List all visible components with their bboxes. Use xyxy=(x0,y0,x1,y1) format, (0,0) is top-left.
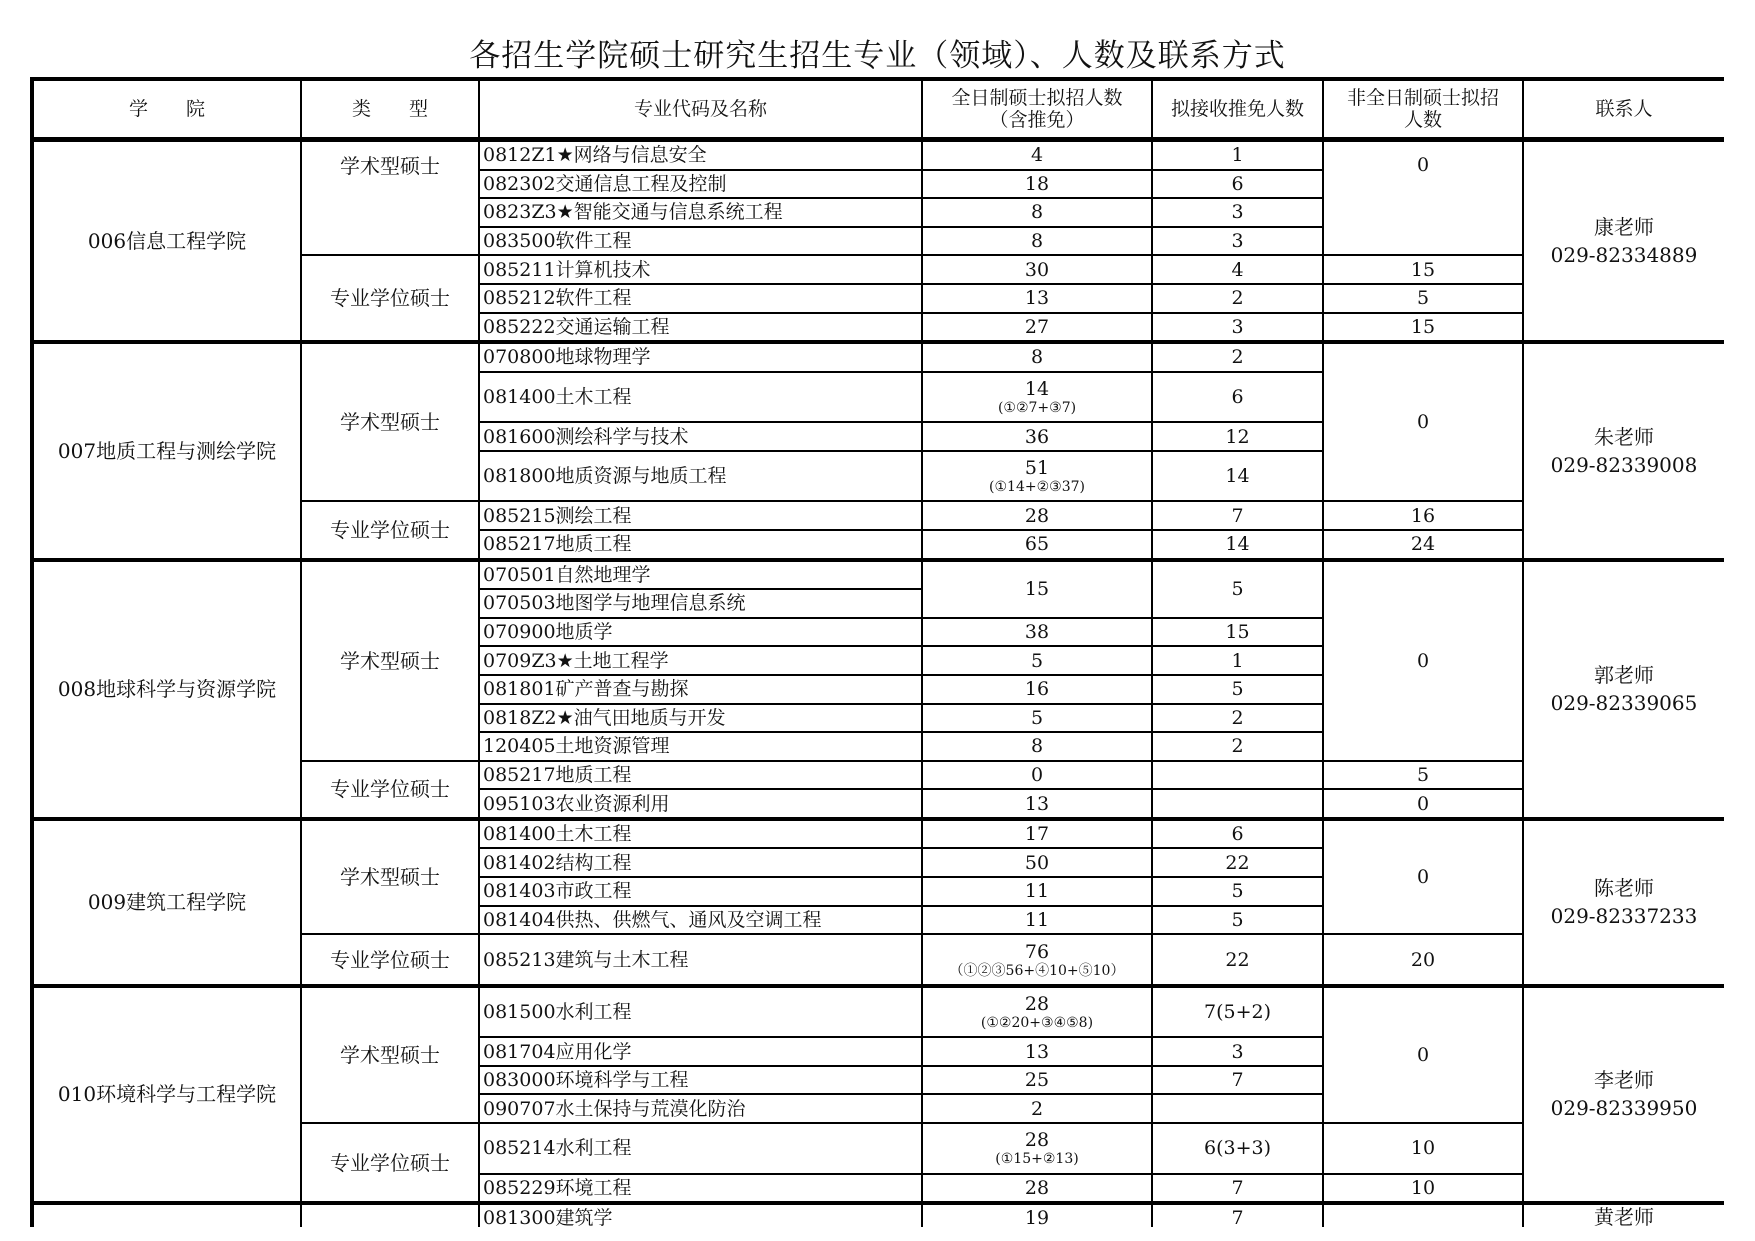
fulltime-cell: 5 xyxy=(922,704,1152,733)
recommended-cell: 6 xyxy=(1152,819,1323,849)
major-cell: 081400土木工程 xyxy=(479,819,922,849)
contact-phone: 029-82339950 xyxy=(1550,1096,1698,1121)
fulltime-cell: 50 xyxy=(922,848,1152,877)
major-cell: 085222交通运输工程 xyxy=(479,313,922,343)
contact-cell xyxy=(1523,140,1724,343)
recommended-cell: 3 xyxy=(1152,313,1323,343)
contact-phone: 029-82337233 xyxy=(1550,904,1698,929)
type-professional: 专业学位硕士 xyxy=(301,501,479,559)
recommended-cell: 5 xyxy=(1152,560,1323,618)
fulltime-cell xyxy=(922,1123,1152,1174)
fulltime-cell: 2 xyxy=(922,1094,1152,1123)
contact-name: 陈老师 xyxy=(1594,876,1654,901)
fulltime-cell: 8 xyxy=(922,732,1152,761)
fulltime-cell xyxy=(922,372,1152,423)
recommended-cell: 5 xyxy=(1152,877,1323,906)
fulltime-cell: 16 xyxy=(922,675,1152,704)
header-college: 学 院 xyxy=(32,79,301,140)
fulltime-cell xyxy=(922,986,1152,1038)
recommended-cell: 2 xyxy=(1152,284,1323,313)
major-cell: 081404供热、供燃气、通风及空调工程 xyxy=(479,906,922,935)
fulltime-cell: 19 xyxy=(922,1203,1152,1227)
major-cell: 085211计算机技术 xyxy=(479,255,922,284)
fulltime-cell: 38 xyxy=(922,618,1152,647)
fulltime-cell: 13 xyxy=(922,789,1152,819)
parttime-cell: 0 xyxy=(1323,140,1523,256)
recommended-cell: 3 xyxy=(1152,1037,1323,1066)
major-cell: 0812Z1★网络与信息安全 xyxy=(479,140,922,170)
recommended-cell: 7 xyxy=(1152,1174,1323,1204)
contact-phone: 029-82339008 xyxy=(1550,452,1698,477)
header-major: 专业代码及名称 xyxy=(479,79,922,140)
fulltime-cell xyxy=(922,451,1152,502)
contact-phone: 029-82334889 xyxy=(1550,243,1698,268)
fulltime-value: 51 xyxy=(1024,457,1050,480)
header-parttime-line2: 人数 xyxy=(1403,109,1442,131)
recommended-cell: 22 xyxy=(1152,848,1323,877)
major-cell: 0709Z3★土地工程学 xyxy=(479,646,922,675)
fulltime-value: 28 xyxy=(1024,993,1050,1015)
fulltime-cell: 11 xyxy=(922,906,1152,935)
parttime-cell: 24 xyxy=(1323,530,1523,560)
fulltime-note: (①14+②③37) xyxy=(989,479,1085,496)
type-professional: 专业学位硕士 xyxy=(301,1123,479,1203)
fulltime-note: (①15+②13) xyxy=(995,1151,1079,1168)
contact-cell xyxy=(1523,342,1724,559)
major-cell: 085214水利工程 xyxy=(479,1123,922,1174)
contact-cell xyxy=(1523,560,1724,819)
recommended-cell: 12 xyxy=(1152,422,1323,451)
major-cell: 081403市政工程 xyxy=(479,877,922,906)
contact-name: 康老师 xyxy=(1594,215,1654,240)
parttime-cell: 0 xyxy=(1323,342,1523,501)
parttime-cell: 5 xyxy=(1323,761,1523,790)
fulltime-cell xyxy=(922,934,1152,986)
type-academic: 学术型硕士 xyxy=(301,140,479,256)
contact-name: 朱老师 xyxy=(1594,424,1654,449)
major-cell: 120405土地资源管理 xyxy=(479,732,922,761)
major-cell: 085215测绘工程 xyxy=(479,501,922,530)
recommended-cell: 2 xyxy=(1152,732,1323,761)
college-name: 010环境科学与工程学院 xyxy=(32,986,301,1203)
recommended-cell: 3 xyxy=(1152,227,1323,256)
fulltime-cell: 5 xyxy=(922,646,1152,675)
table-row xyxy=(32,819,1724,849)
fulltime-cell: 28 xyxy=(922,1174,1152,1204)
major-cell: 070800地球物理学 xyxy=(479,342,922,372)
major-cell: 085212软件工程 xyxy=(479,284,922,313)
table-row xyxy=(32,986,1724,1038)
recommended-cell: 7(5+2) xyxy=(1152,986,1323,1038)
recommended-cell: 2 xyxy=(1152,704,1323,733)
fulltime-cell: 15 xyxy=(922,560,1152,618)
parttime-cell: 0 xyxy=(1323,986,1523,1123)
major-cell: 095103农业资源利用 xyxy=(479,789,922,819)
type-academic: 学术型硕士 xyxy=(301,342,479,501)
page-title: 各招生学院硕士研究生招生专业（领域）、人数及联系方式 xyxy=(469,38,1286,74)
college-name xyxy=(32,1203,301,1227)
major-cell: 082302交通信息工程及控制 xyxy=(479,170,922,199)
parttime-cell: 10 xyxy=(1323,1123,1523,1174)
major-cell: 085213建筑与土木工程 xyxy=(479,934,922,986)
parttime-cell: 20 xyxy=(1323,934,1523,986)
fulltime-cell: 30 xyxy=(922,255,1152,284)
major-cell: 070501自然地理学 xyxy=(479,560,922,590)
header-type: 类 型 xyxy=(301,79,479,140)
recommended-cell: 15 xyxy=(1152,618,1323,647)
major-cell: 081801矿产普查与勘探 xyxy=(479,675,922,704)
contact-name: 李老师 xyxy=(1594,1068,1654,1093)
type-professional: 专业学位硕士 xyxy=(301,934,479,986)
major-cell: 083000环境科学与工程 xyxy=(479,1066,922,1095)
major-cell: 083500软件工程 xyxy=(479,227,922,256)
table-row xyxy=(32,342,1724,372)
college-name: 009建筑工程学院 xyxy=(32,819,301,986)
parttime-cell xyxy=(1323,1203,1523,1227)
recommended-cell: 7 xyxy=(1152,501,1323,530)
parttime-cell: 15 xyxy=(1323,255,1523,284)
table-row xyxy=(32,140,1724,170)
major-cell: 085217地质工程 xyxy=(479,530,922,560)
fulltime-cell: 36 xyxy=(922,422,1152,451)
fulltime-cell: 28 xyxy=(922,501,1152,530)
recommended-cell: 7 xyxy=(1152,1066,1323,1095)
header-contact: 联系人 xyxy=(1523,79,1724,140)
recommended-cell: 1 xyxy=(1152,646,1323,675)
fulltime-value: 76 xyxy=(1024,940,1050,963)
major-cell: 081300建筑学 xyxy=(479,1203,922,1227)
type-academic: 学术型硕士 xyxy=(301,560,479,761)
major-cell: 081800地质资源与地质工程 xyxy=(479,451,922,502)
header-recommended: 拟接收推免人数 xyxy=(1152,79,1323,140)
recommended-cell: 14 xyxy=(1152,530,1323,560)
major-cell: 085217地质工程 xyxy=(479,761,922,790)
header-fulltime-line1: 全日制硕士拟招人数 xyxy=(951,87,1123,109)
recommended-cell: 5 xyxy=(1152,906,1323,935)
fulltime-cell: 65 xyxy=(922,530,1152,560)
fulltime-cell: 8 xyxy=(922,342,1152,372)
parttime-cell: 0 xyxy=(1323,789,1523,819)
type-professional: 专业学位硕士 xyxy=(301,255,479,342)
fulltime-value: 28 xyxy=(1024,1129,1050,1152)
major-cell: 070900地质学 xyxy=(479,618,922,647)
major-cell: 0823Z3★智能交通与信息系统工程 xyxy=(479,198,922,227)
enrollment-table xyxy=(30,77,1724,1227)
fulltime-cell: 11 xyxy=(922,877,1152,906)
fulltime-value: 14 xyxy=(1024,378,1050,400)
parttime-cell: 5 xyxy=(1323,284,1523,313)
major-cell: 081500水利工程 xyxy=(479,986,922,1038)
enrollment-table-container xyxy=(30,77,1724,1227)
fulltime-cell: 18 xyxy=(922,170,1152,199)
fulltime-cell: 0 xyxy=(922,761,1152,790)
type-academic: 学术型硕士 xyxy=(301,819,479,934)
recommended-cell: 14 xyxy=(1152,451,1323,502)
recommended-cell: 5 xyxy=(1152,675,1323,704)
fulltime-cell: 17 xyxy=(922,819,1152,849)
fulltime-cell: 8 xyxy=(922,227,1152,256)
fulltime-cell: 25 xyxy=(922,1066,1152,1095)
major-cell: 081704应用化学 xyxy=(479,1037,922,1066)
header-row xyxy=(32,79,1724,140)
contact-cell xyxy=(1523,819,1724,986)
header-parttime xyxy=(1323,79,1523,140)
parttime-cell: 10 xyxy=(1323,1174,1523,1204)
table-row xyxy=(32,1203,1724,1227)
contact-cell xyxy=(1523,1203,1724,1227)
recommended-cell xyxy=(1152,1094,1323,1123)
recommended-cell: 2 xyxy=(1152,342,1323,372)
header-fulltime xyxy=(922,79,1152,140)
recommended-cell: 22 xyxy=(1152,934,1323,986)
table-row xyxy=(32,560,1724,590)
recommended-cell: 4 xyxy=(1152,255,1323,284)
header-fulltime-line2: （含推免） xyxy=(989,109,1085,131)
recommended-cell: 7 xyxy=(1152,1203,1323,1227)
recommended-cell: 1 xyxy=(1152,140,1323,170)
fulltime-note: （①②③56+④10+⑤10） xyxy=(949,962,1125,979)
major-cell: 081600测绘科学与技术 xyxy=(479,422,922,451)
type-academic: 学术型硕士 xyxy=(301,986,479,1123)
college-name: 006信息工程学院 xyxy=(32,140,301,343)
recommended-cell xyxy=(1152,789,1323,819)
fulltime-cell: 27 xyxy=(922,313,1152,343)
contact-name: 黄老师 xyxy=(1594,1205,1654,1227)
college-name: 007地质工程与测绘学院 xyxy=(32,342,301,559)
parttime-cell: 0 xyxy=(1323,819,1523,934)
fulltime-note: (①②7+③7) xyxy=(997,400,1077,416)
parttime-cell: 15 xyxy=(1323,313,1523,343)
major-cell: 090707水土保持与荒漠化防治 xyxy=(479,1094,922,1123)
parttime-cell: 16 xyxy=(1323,501,1523,530)
major-cell: 081402结构工程 xyxy=(479,848,922,877)
recommended-cell: 6 xyxy=(1152,372,1323,423)
contact-cell xyxy=(1523,986,1724,1203)
major-cell: 081400土木工程 xyxy=(479,372,922,423)
recommended-cell: 6(3+3) xyxy=(1152,1123,1323,1174)
college-name: 008地球科学与资源学院 xyxy=(32,560,301,819)
header-parttime-line1: 非全日制硕士拟招 xyxy=(1346,87,1499,109)
recommended-cell: 6 xyxy=(1152,170,1323,199)
contact-phone: 029-82339065 xyxy=(1550,691,1698,716)
major-cell: 0818Z2★油气田地质与开发 xyxy=(479,704,922,733)
major-cell: 085229环境工程 xyxy=(479,1174,922,1204)
recommended-cell xyxy=(1152,761,1323,790)
contact-name: 郭老师 xyxy=(1594,663,1654,688)
type-professional: 专业学位硕士 xyxy=(301,761,479,819)
fulltime-note: (①②20+③④⑤8) xyxy=(980,1015,1094,1031)
recommended-cell: 3 xyxy=(1152,198,1323,227)
fulltime-cell: 4 xyxy=(922,140,1152,170)
fulltime-cell: 13 xyxy=(922,1037,1152,1066)
fulltime-cell: 8 xyxy=(922,198,1152,227)
fulltime-cell: 13 xyxy=(922,284,1152,313)
major-cell: 070503地图学与地理信息系统 xyxy=(479,589,922,618)
parttime-cell: 0 xyxy=(1323,560,1523,761)
type-academic xyxy=(301,1203,479,1227)
